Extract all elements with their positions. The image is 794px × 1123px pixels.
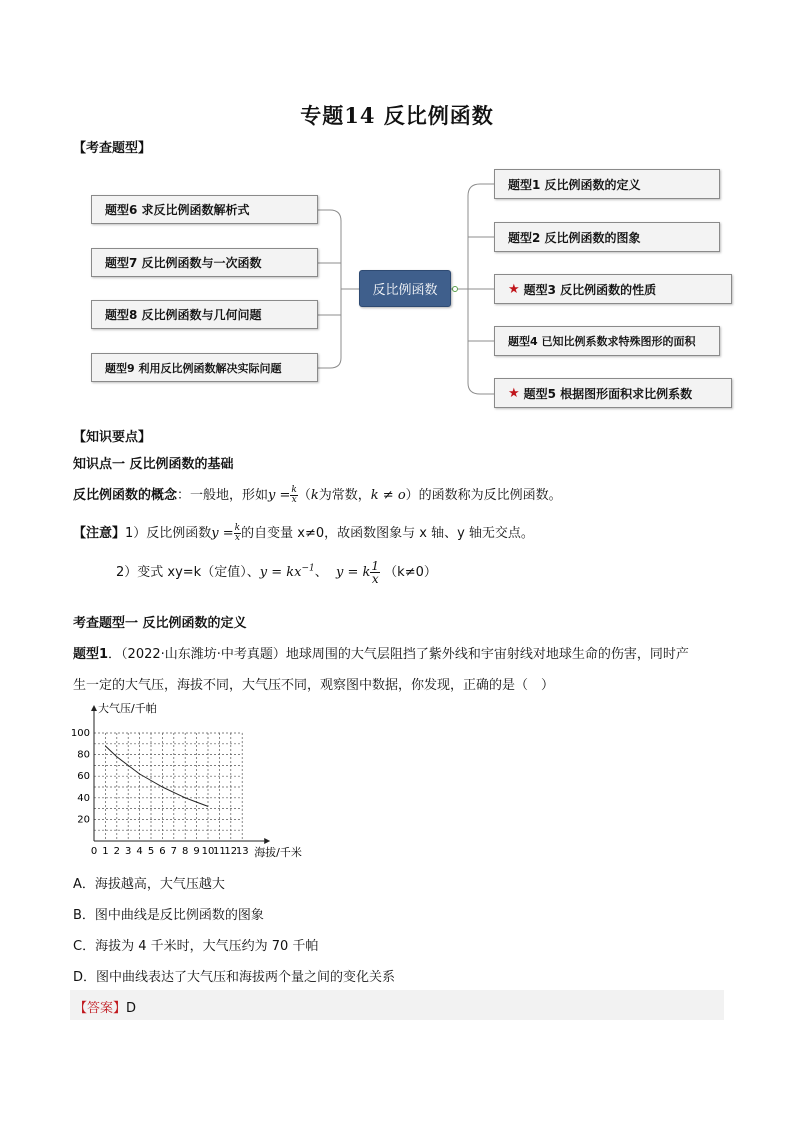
chart-ticks (71, 728, 249, 857)
exam-types-heading: 【考查题型】 (73, 141, 152, 156)
x-tick-label: 5 (147, 846, 155, 857)
x-tick-label: 1 (102, 846, 109, 857)
y-tick-label: 60 (77, 771, 90, 783)
x-tick-label: 3 (125, 846, 132, 857)
fraction-k-over-x: $\frac{k}{x}$ (234, 523, 241, 543)
chart-series-line (105, 746, 208, 806)
x-tick-label: 6 (159, 846, 166, 857)
fraction-k-over-x: $\frac{k}{x}$ (291, 485, 297, 505)
option-a[interactable]: A．海拔越高，大气压越大 (73, 877, 225, 892)
fraction-1-over-x: $\frac{1}{x}$ (371, 559, 380, 586)
mindmap-left-item[interactable]: 题型7 反比例函数与一次函数 (91, 248, 318, 277)
question-line-2: 生一定的大气压，海拔不同，大气压不同，观察图中数据，你发现，正确的是（ ） (73, 678, 555, 693)
option-d[interactable]: D．图中曲线表达了大气压和海拔两个量之间的变化关系 (73, 970, 396, 985)
x-tick-label: 12 (224, 846, 238, 857)
y-tick-label: 20 (77, 814, 90, 826)
concept-line: 反比例函数的概念：一般地，形如y = $\frac{k}{x}$ （k为常数，k ≠ o）的函数称为反比例函数。 (73, 485, 562, 505)
page-title: 专题14 反比例函数 (300, 103, 494, 128)
y-tick-label: 100 (70, 728, 90, 739)
mindmap-left-item[interactable]: 题型8 反比例函数与几何问题 (91, 300, 318, 329)
note-line-2: 2）变式 xy=k（定值）、$y = kx^{-1}$、 y = k $\frac{1}{x}$ （k≠0） (116, 559, 437, 586)
chart-axes (91, 705, 270, 844)
chart-xlabel: 海拔/千米 (254, 846, 302, 859)
pressure-chart (70, 700, 320, 860)
star-icon: ★ (508, 385, 520, 401)
y-axis-arrow (91, 705, 97, 711)
y-tick-label: 80 (77, 749, 90, 761)
question-line-1: 题型1．（2022·山东潍坊·中考真题）地球周围的大气层阻挡了紫外线和宇宙射线对地球生命的伤害，同时产 (73, 647, 689, 662)
answer: 【答案】D (74, 1001, 137, 1016)
mindmap-center-node[interactable]: 反比例函数 (359, 270, 451, 307)
x-tick-label: 11 (213, 846, 226, 857)
chart-ylabel: 大气压/千帕 (98, 702, 157, 715)
x-tick-label: 13 (235, 846, 249, 857)
mindmap-left-item[interactable]: 题型9 利用反比例函数解决实际问题 (91, 353, 318, 382)
x-tick-label: 10 (201, 846, 215, 857)
x-tick-label: 8 (182, 846, 189, 857)
option-c[interactable]: C．海拔为 4 千米时，大气压约为 70 千帕 (73, 939, 319, 954)
x-tick-label: 7 (170, 846, 177, 857)
knowledge-point-title: 知识点一 反比例函数的基础 (73, 457, 234, 472)
x-tick-label: 9 (193, 846, 200, 857)
knowledge-heading: 【知识要点】 (73, 430, 152, 445)
answer-bar (70, 990, 724, 1020)
chart-grid (94, 733, 242, 841)
note-line-1: 【注意】1）反比例函数y = $\frac{k}{x}$ 的自变量 x≠0，故函数图象与 x 轴、y 轴无交点。 (73, 523, 534, 543)
x-tick-label: 2 (113, 846, 120, 857)
mindmap-right-item[interactable]: ★ 题型5 根据图形面积求比例系数 (494, 378, 732, 408)
left-bracket-line (318, 210, 341, 368)
mindmap-right-item[interactable]: 题型2 反比例函数的图象 (494, 222, 720, 252)
star-icon: ★ (508, 281, 520, 297)
x-axis-arrow (264, 838, 270, 844)
collapse-dot-icon (453, 287, 458, 292)
option-b[interactable]: B．图中曲线是反比例函数的图象 (73, 908, 264, 923)
x-tick-label: 0 (90, 846, 98, 857)
x-tick-label: 4 (136, 846, 143, 857)
mindmap-right-item[interactable]: 题型1 反比例函数的定义 (494, 169, 720, 199)
question-type-heading: 考查题型一 反比例函数的定义 (73, 616, 247, 631)
y-tick-label: 40 (77, 792, 90, 804)
mindmap-right-item[interactable]: 题型4 已知比例系数求特殊图形的面积 (494, 326, 720, 356)
mindmap-left-item[interactable]: 题型6 求反比例函数解析式 (91, 195, 318, 224)
mindmap-right-item[interactable]: ★ 题型3 反比例函数的性质 (494, 274, 732, 304)
